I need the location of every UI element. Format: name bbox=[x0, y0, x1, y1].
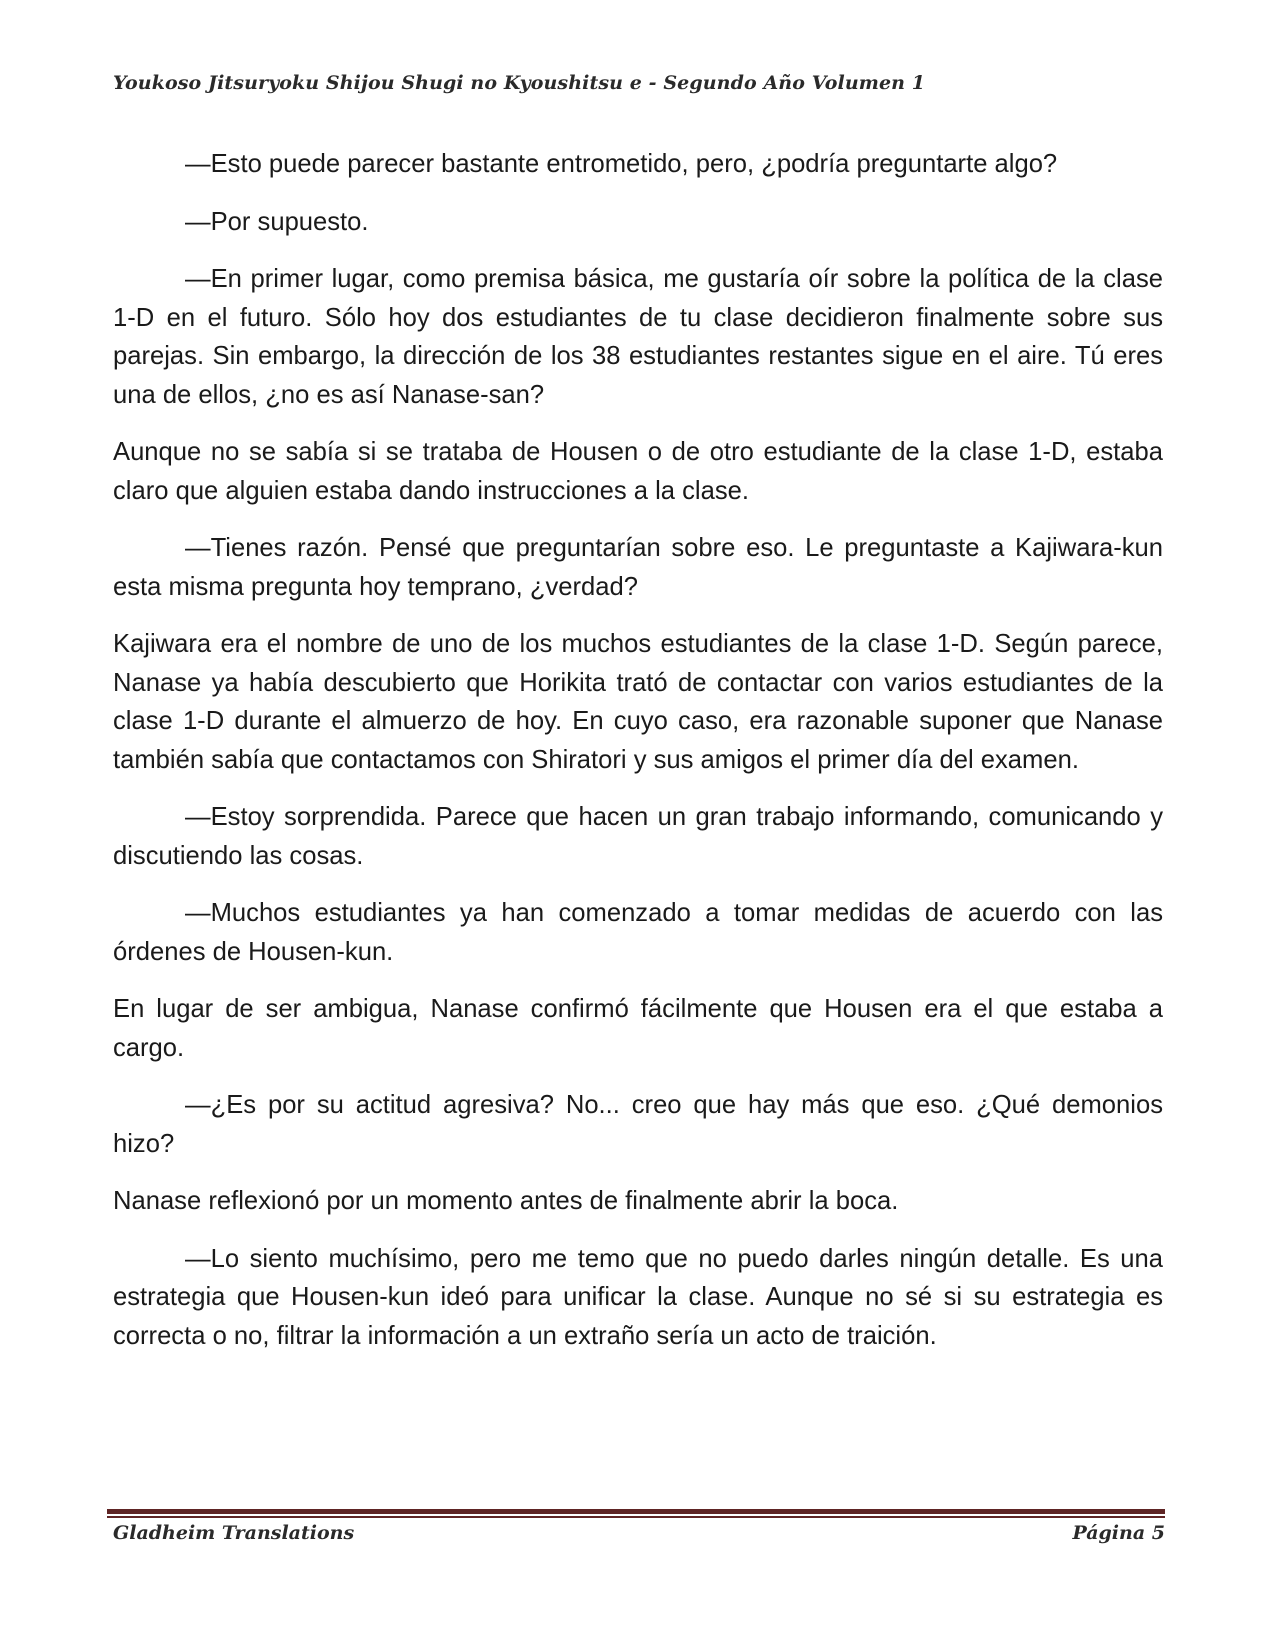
paragraph: En lugar de ser ambigua, Nanase confirmó fácilmente que Housen era el que estaba a cargo. bbox=[113, 995, 1163, 1062]
paragraph: —Lo siento muchísimo, pero me temo que no puedo darles ningún detalle. Es una estrategia que Housen-kun ideó para unificar la clase. Aunque no sé si su estrategia es correcta o no, filtrar la información a un extraño sería un acto de traición. bbox=[113, 1244, 1163, 1350]
paragraph: —Esto puede parecer bastante entrometido, pero, ¿podría preguntarte algo? bbox=[185, 150, 1058, 178]
body-text bbox=[113, 145, 1163, 1374]
running-header: Youkoso Jitsuryoku Shijou Shugi no Kyoushitsu e - Segundo Año Volumen 1 bbox=[113, 72, 926, 94]
paragraph: —Tienes razón. Pensé que preguntarían sobre eso. Le preguntaste a Kajiwara-kun esta misma pregunta hoy temprano, ¿verdad? bbox=[113, 534, 1163, 601]
paragraph: Nanase reflexionó por un momento antes de finalmente abrir la boca. bbox=[113, 1187, 899, 1215]
paragraph: —Por supuesto. bbox=[185, 207, 369, 236]
paragraph: Kajiwara era el nombre de uno de los muchos estudiantes de la clase 1-D. Según parece, Nanase ya había descubierto que Horikita trató de contactar con varios estudiantes de la clase 1-D durante el almuerzo de hoy. En cuyo caso, era razonable suponer que Nanase también sabía que contactamos con Shiratori y sus amigos el primer día del examen. bbox=[113, 630, 1163, 774]
paragraph: —En primer lugar, como premisa básica, me gustaría oír sobre la política de la clase 1-D en el futuro. Sólo hoy dos estudiantes de tu clase decidieron finalmente sobre sus parejas. Sin embargo, la dirección de los 38 estudiantes restantes sigue en el aire. Tú eres una de ellos, ¿no es así Nanase-san? bbox=[113, 265, 1163, 409]
page-number: Página 5 bbox=[1072, 1522, 1165, 1544]
paragraph: —¿Es por su actitud agresiva? No... creo que hay más que eso. ¿Qué demonios hizo? bbox=[113, 1091, 1163, 1158]
footer-rule-thin bbox=[107, 1516, 1165, 1518]
paragraph: —Estoy sorprendida. Parece que hacen un gran trabajo informando, comunicando y discutiendo las cosas. bbox=[113, 803, 1163, 870]
footer-rule-thick bbox=[107, 1509, 1165, 1514]
footer-rule bbox=[107, 1509, 1165, 1519]
paragraph: —Muchos estudiantes ya han comenzado a tomar medidas de acuerdo con las órdenes de Housen-kun. bbox=[113, 899, 1163, 966]
footer-credit: Gladheim Translations bbox=[113, 1522, 355, 1544]
paragraph: Aunque no se sabía si se trataba de Housen o de otro estudiante de la clase 1-D, estaba claro que alguien estaba dando instrucciones a la clase. bbox=[113, 438, 1163, 505]
